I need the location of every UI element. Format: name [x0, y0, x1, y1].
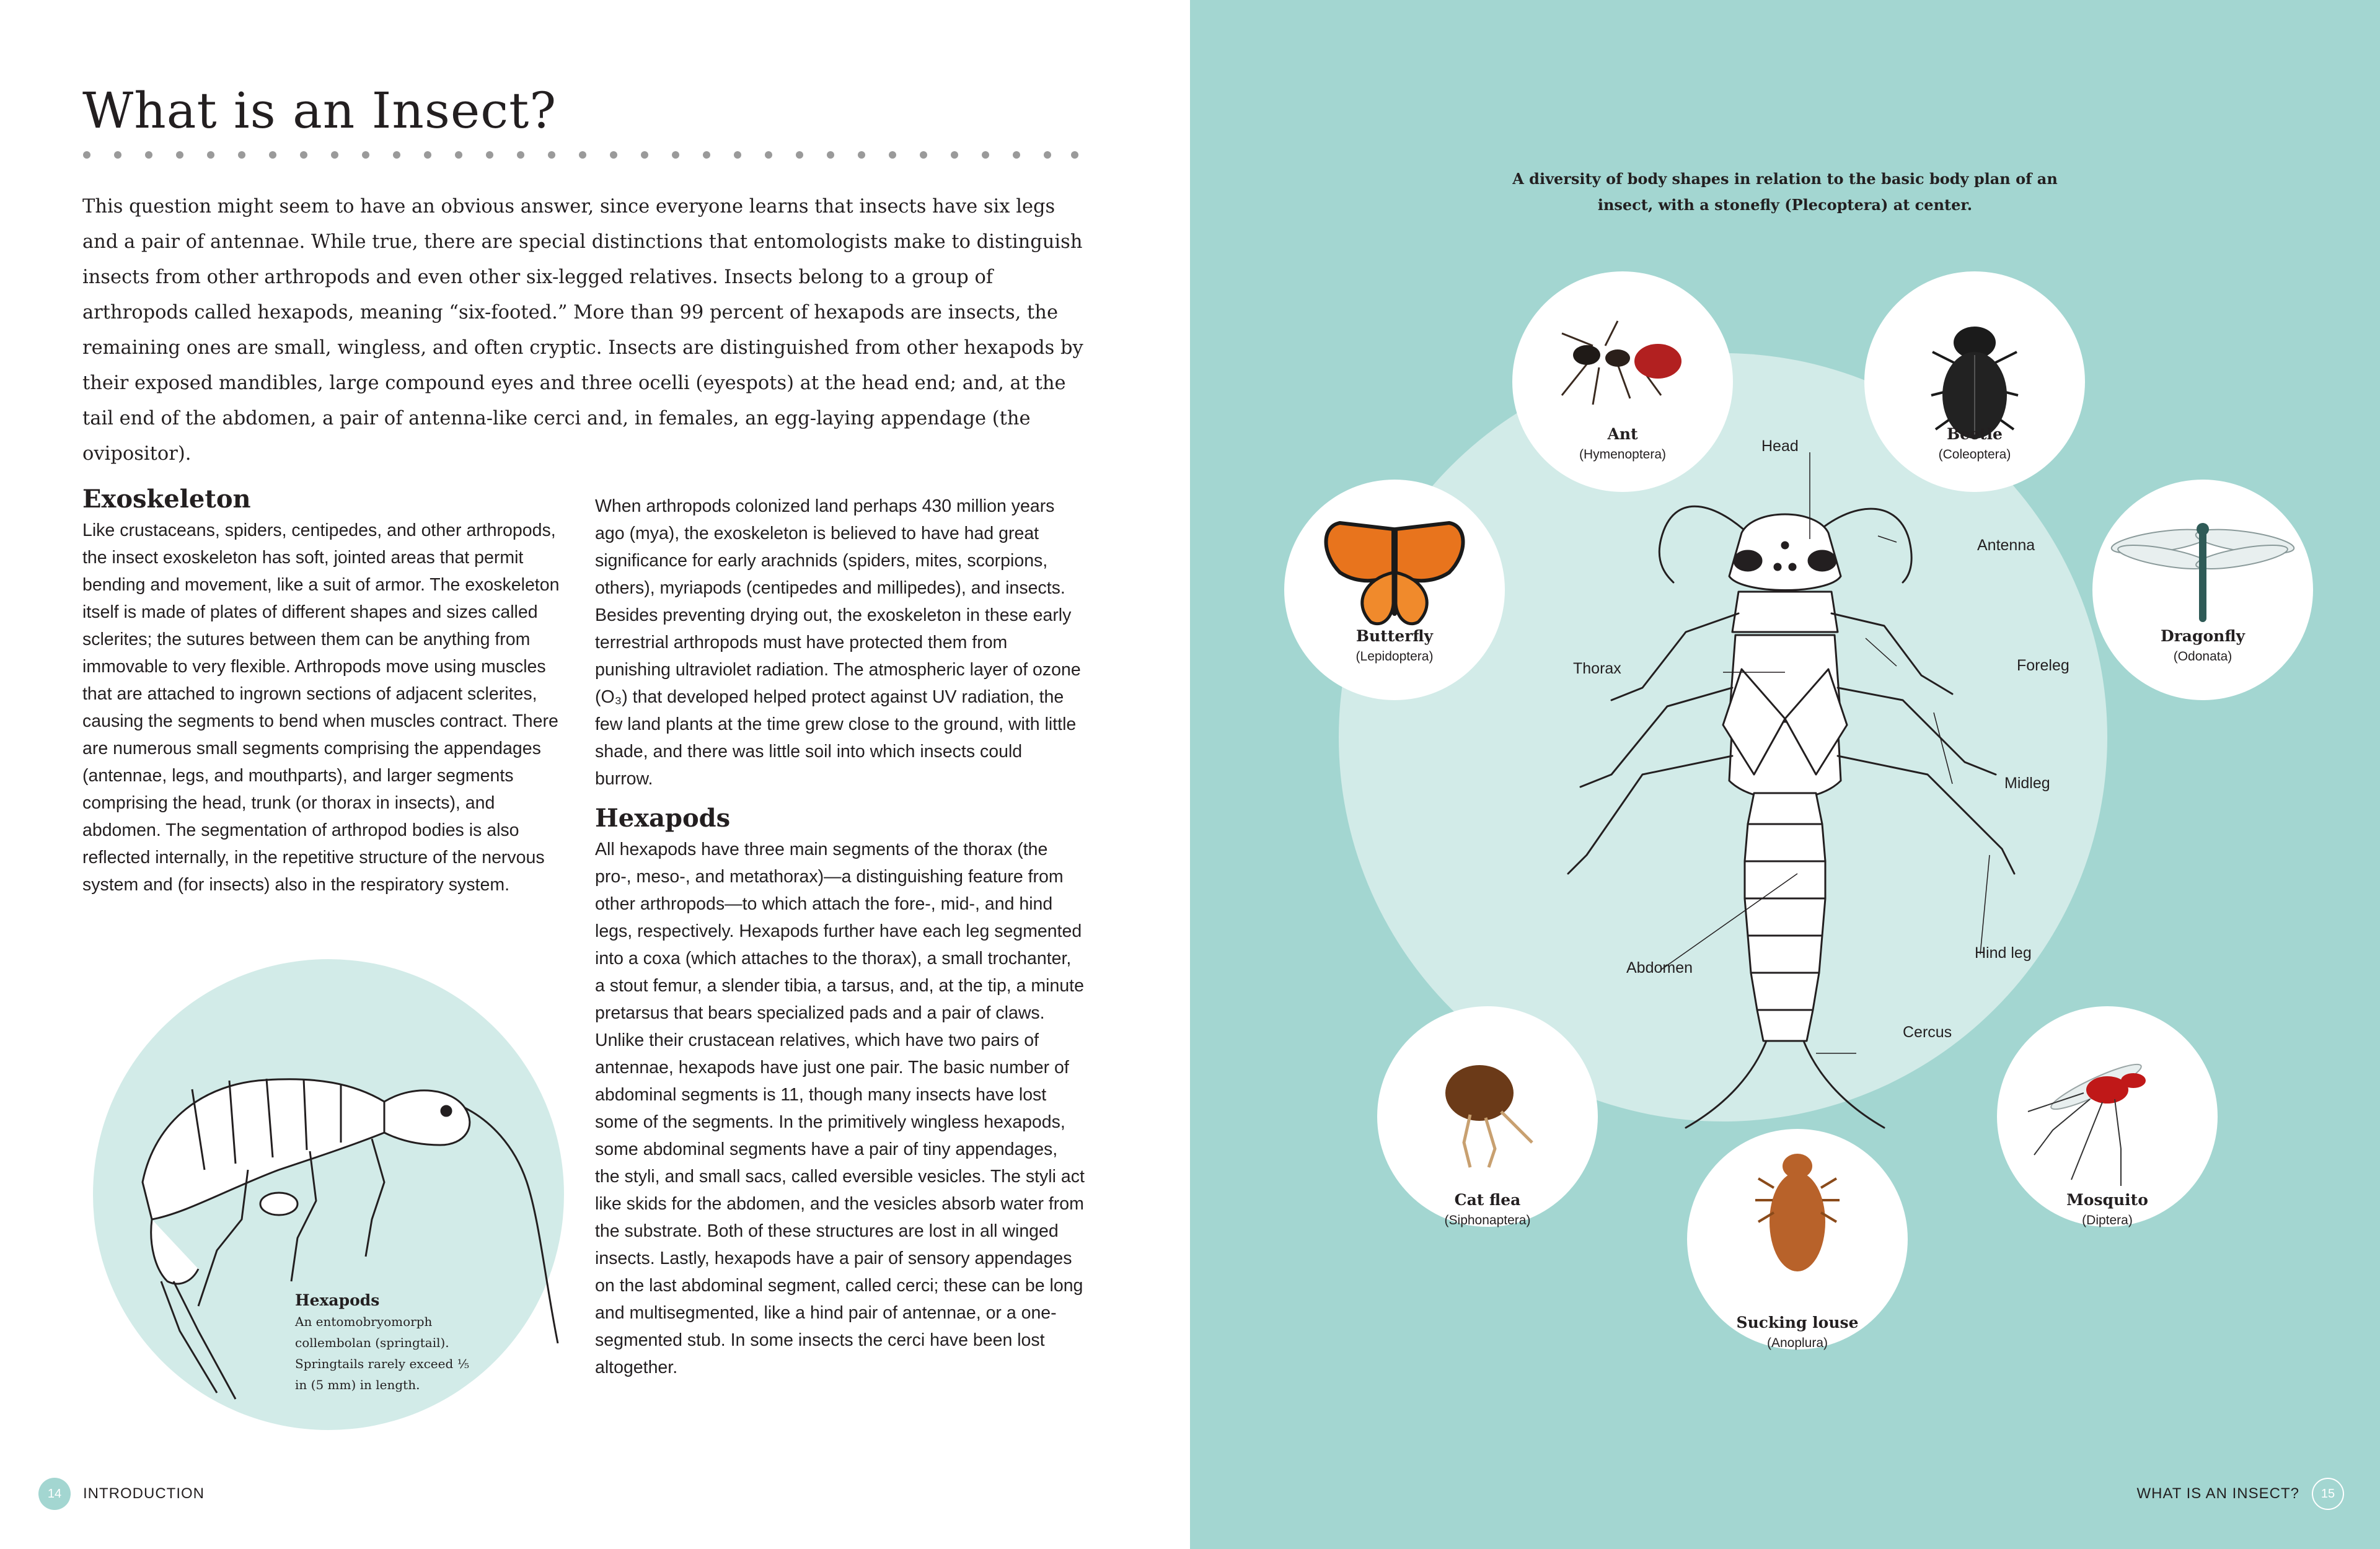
figure-caption-text: An entomobryomorph collembolan (springtail). Springtails rarely exceed ¹⁄₅ in (5 mm) in length. [295, 1314, 469, 1392]
label-antenna: Antenna [1977, 537, 2035, 554]
insect-order: (Anoplura) [1766, 1336, 1828, 1350]
insect-order: (Hymenoptera) [1579, 447, 1667, 462]
label-midleg: Midleg [2004, 774, 2050, 792]
label-thorax: Thorax [1573, 660, 1621, 677]
footer-section-right: WHAT IS AN INSECT? [2136, 1485, 2299, 1502]
insect-order: (Siphonaptera) [1444, 1213, 1531, 1227]
page-number-right: 15 [2312, 1478, 2344, 1510]
exoskeleton-heading: Exoskeleton [82, 485, 251, 514]
insect-card-ant [1512, 271, 1733, 492]
butterfly-icon [1284, 480, 1505, 700]
insect-card-butterfly [1284, 480, 1505, 700]
diagram-caption: A diversity of body shapes in relation to the basic body plan of an insect, with a stonefly (Plecoptera) at center. [1512, 170, 2058, 214]
insect-name: Butterfly [1355, 627, 1434, 645]
figure-caption-title: Hexapods [295, 1291, 380, 1309]
insect-order: (Lepidoptera) [1355, 649, 1434, 664]
figure-caption [295, 1290, 475, 1395]
insect-name: Cat flea [1454, 1191, 1521, 1209]
right-column [595, 493, 1085, 1381]
insect-card-sucking-louse [1687, 1129, 1908, 1349]
insect-name: Ant [1607, 425, 1638, 443]
exoskeleton-paragraph-1: Like crustaceans, spiders, centipedes, and other arthropods, the insect exoskeleton has soft, jointed areas that permit bending and movement, like a suit of armor. The exoskeleton itself is made of plates of different shapes and sizes called sclerites; the sutures between them can be anything from immovable to very flexible. Arthropods move using muscles that are attached to ingrown sections of adjacent sclerites, causing the segments to bend when muscles contract. There are numerous small segments comprising the appendages (antennae, legs, and mouthparts), and larger segments comprising the head, trunk (or thorax in insects), and abdomen. The segmentation of arthropod bodies is also reflected internally, in the repetitive structure of the nervous system and (for insects) also in the respiratory system. [82, 520, 560, 895]
stonefly-diagram [1518, 428, 2076, 1140]
intro-paragraph: This question might seem to have an obvious answer, since everyone learns that insects have six legs and a pair of antennae. While true, there are special distinctions that entomologists make to distinguish insects from other arthropods and even other six-legged relatives. Insects belong to a group of arthropods called hexapods, meaning “six-footed.” More than 99 percent of hexapods are insects, the remaining ones are small, wingless, and often cryptic. Insects are distinguished from other hexapods by their exposed mandibles, large compound eyes and three ocelli (eyespots) at the head end; and, at the tail end of the abdomen, a pair of antenna-like cerci and, in females, an egg-laying appendage (the ovipositor). [82, 196, 1083, 465]
footer-section-left: INTRODUCTION [83, 1485, 205, 1502]
hexapods-paragraph: All hexapods have three main segments of the thorax (the pro-, meso-, and metathorax)—a distinguishing feature from other arthropods—to which attach the fore-, mid-, and hind legs, respectively. Hexapods further have each leg segmented into a coxa (which attaches to the thorax), a small trochanter, a stout femur, a slender tibia, a tarsus, and, at the tip, a minute pretarsus that bears specialized pads and a pair of claws. Unlike their crustacean relatives, which have two pairs of antennae, hexapods have just one pair. The basic number of abdominal segments is 11, though many insects have lost some of the segments. In the primitively wingless hexapods, some abdominal segments have a pair of tiny appendages, the styli, and small sacs, called eversible vesicles. The styli act like skids for the abdomen, and the vesicles absorb water from the substrate. Both of these structures are lost in all winged insects. Lastly, hexapods have a pair of sensory appendages on the last abdominal segment, called cerci; these can be long and multisegmented, like a hind pair of antennae, or a one-segmented stub. In some insects the cerci have been lost altogether. [595, 840, 1085, 1377]
insect-name: Mosquito [2066, 1191, 2148, 1209]
insect-card-beetle [1864, 271, 2085, 492]
insect-card-cat-flea [1377, 1006, 1598, 1227]
label-head: Head [1761, 437, 1799, 455]
insect-card-dragonfly [2092, 480, 2313, 700]
label-foreleg: Foreleg [2017, 657, 2069, 674]
left-column [82, 482, 572, 898]
insect-order: (Odonata) [2173, 649, 2232, 664]
label-hind-leg: Hind leg [1975, 944, 2032, 962]
insect-card-mosquito [1997, 1006, 2218, 1227]
hexapods-heading: Hexapods [595, 804, 731, 833]
footer-left [38, 1478, 205, 1510]
insect-order: (Diptera) [2082, 1213, 2133, 1227]
insect-order: (Coleoptera) [1938, 447, 2011, 462]
page-number-left: 14 [38, 1478, 71, 1510]
insect-name: Beetle [1947, 425, 2003, 443]
label-abdomen: Abdomen [1626, 959, 1693, 976]
page-title: What is an Insect? [82, 82, 557, 139]
dragonfly-icon [2092, 480, 2313, 700]
dotted-divider [82, 151, 1079, 159]
insect-name: Dragonfly [2160, 627, 2246, 645]
insect-name: Sucking louse [1736, 1314, 1859, 1332]
exoskeleton-paragraph-2: When arthropods colonized land perhaps 430 million years ago (mya), the exoskeleton is believed to have had great significance for early arachnids (spiders, mites, scorpions, others), myriapods (centipedes and millipedes), and insects. Besides preventing drying out, the exoskeleton in these early terrestrial arthropods must have protected them from punishing ultraviolet radiation. The atmospheric layer of ozone (O₃) that developed helped protect against UV radiation, the few land plants at the time grew close to the ground, with little shade, and there was little soil into which insects could burrow. [595, 496, 1081, 789]
footer-right [2125, 1478, 2345, 1510]
label-cercus: Cercus [1903, 1024, 1952, 1041]
